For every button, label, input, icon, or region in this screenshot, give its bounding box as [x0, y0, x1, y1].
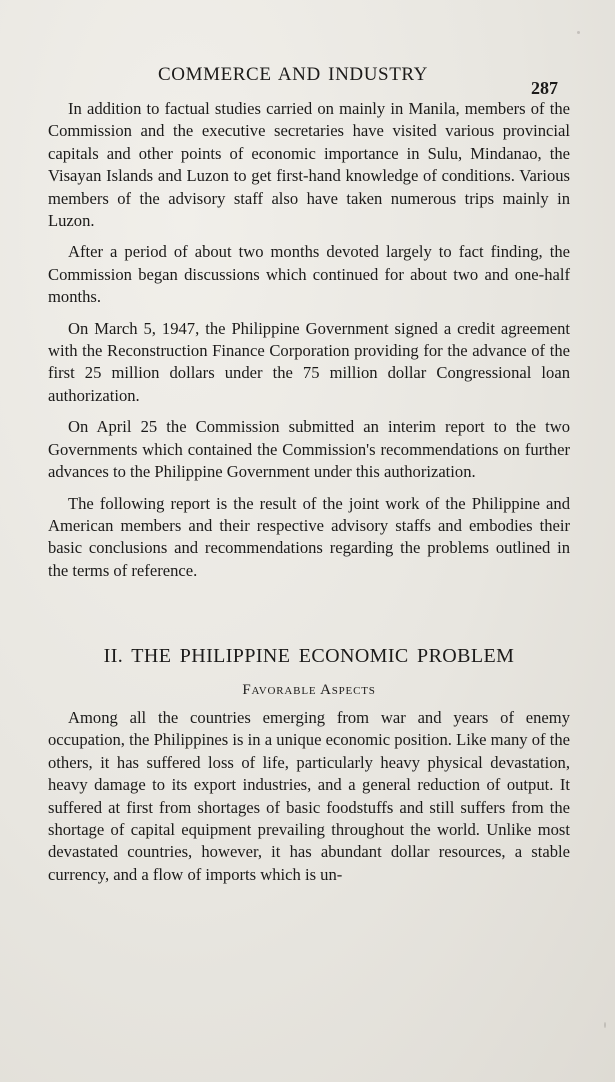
- paper-speck: [577, 31, 580, 34]
- paper-speck: [604, 1022, 606, 1028]
- running-head: [0, 64, 615, 98]
- section-body-text: [48, 707, 570, 886]
- section-subheading: Favorable Aspects: [242, 682, 376, 698]
- paragraph: The following report is the result of the joint work of the Philippine and American members and their respective advisory staffs and embodies their basic conclusions and recommendations regarding the problems outlined in the terms of reference.: [48, 493, 570, 580]
- paragraph: In addition to factual studies carried on mainly in Manila, members of the Commission and the executive secretaries have visited various provincial capitals and other points of economic importance in Sulu, Mindanao, the Visayan Islands and Luzon to get first-hand knowledge of conditions. Various members of the advisory staff also have taken numerous trips mainly in Luzon.: [48, 99, 570, 231]
- paragraph: On April 25 the Commission submitted an interim report to the two Governments which contained the Commission's recommendations on further advances to the Philippine Government under this authorization.: [48, 417, 570, 482]
- paragraph: After a period of about two months devoted largely to fact finding, the Commission began discussions which continued for about two and one-half months.: [48, 242, 570, 307]
- running-title: COMMERCE AND INDUSTRY: [158, 64, 428, 85]
- section-heading: II. THE PHILIPPINE ECONOMIC PROBLEM: [103, 645, 515, 667]
- paragraph: On March 5, 1947, the Philippine Government signed a credit agreement with the Reconstruction Finance Corporation providing for the advance of the first 25 million dollars under the 75 million dollar Congressional loan authorization.: [48, 318, 570, 405]
- body-text: [48, 98, 570, 591]
- paragraph: Among all the countries emerging from war and years of enemy occupation, the Philippines is in a unique economic position. Like many of the others, it has suffered loss of life, particularly heavy physical devastation, heavy damage to its export industries, and a general reduction of output. It suffered at first from shortages of basic foodstuffs and still suffers from the shortage of capital equipment prevailing throughout the world. Unlike most devastated countries, however, it has abundant dollar resources, a stable currency, and a flow of imports which is un-: [48, 708, 570, 884]
- page-number: 287: [531, 78, 558, 98]
